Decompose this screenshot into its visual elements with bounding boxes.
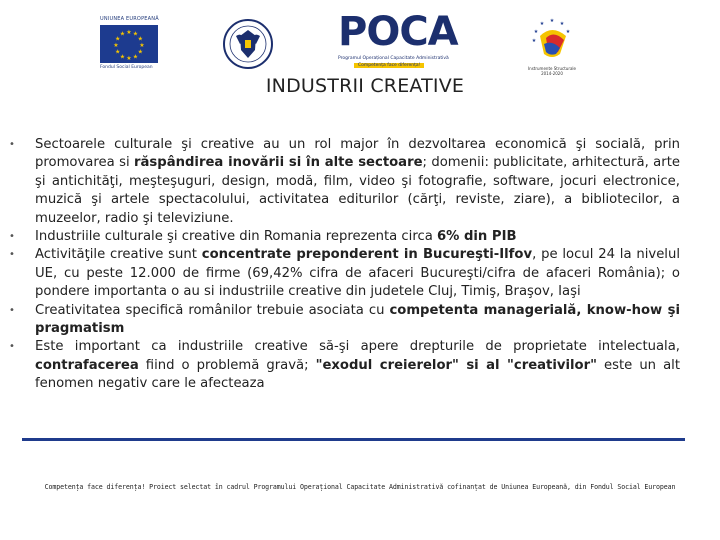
bullet-item	[9, 136, 680, 228]
svg-text:★: ★	[531, 38, 537, 44]
svg-text:★: ★	[533, 29, 539, 35]
bullet-text: fiind o problemă gravă;	[138, 357, 316, 373]
page-title: INDUSTRII CREATIVE	[265, 75, 465, 97]
bullet-item	[9, 302, 680, 339]
svg-text:★: ★	[132, 30, 139, 38]
bullet-list	[9, 136, 680, 394]
bullet-icon: •	[9, 341, 15, 353]
logo-bar	[0, 10, 720, 80]
bullet-text: , pe locul 24 la nivelul UE, cu peste 12.000 de firme (69,42% cifra de afaceri Bucureşti/cifra de afaceri România); o pondere importanta o au si industriile creative din judetele Cluj, Timiş, Braşov, Iaşi	[35, 247, 680, 300]
poca-logo-word: POCA	[338, 9, 458, 55]
bullet-text: Este important ca industriile creative să-şi apere drepturile de proprietate intelectuala,	[35, 339, 680, 355]
bullet-item	[9, 228, 680, 246]
bullet-item	[9, 338, 680, 393]
svg-text:★: ★	[565, 29, 571, 35]
svg-text:★: ★	[132, 53, 139, 61]
bullet-text: Sectoarele culturale şi creative au un rol major în dezvoltarea economică şi socială, prin promovarea si	[35, 137, 680, 171]
bullet-text: este un alt fenomen negativ care le afecteaza	[35, 357, 680, 392]
structural-funds-line2: 2014-2020	[541, 71, 563, 76]
bullet-text-bold: contrafacerea	[35, 357, 139, 373]
poca-logo-slogan: Competența face diferența!	[354, 63, 424, 68]
bullet-text: ; domenii: publicitate, arhitectură, arte şi antichităţi, meşteşuguri, design, modă, film, video şi fotografie, software, jocuri electronice, muzică şi artele spectacolului, activitatea editurilor (cărţi, reviste, ziare), a bibliotecilor, a muzeelor, radio şi televiziune.	[35, 155, 680, 226]
structural-funds-icon	[520, 14, 584, 66]
poca-logo	[336, 9, 464, 74]
svg-text:★: ★	[115, 48, 121, 56]
bullet-icon: •	[9, 304, 15, 316]
svg-text:★: ★	[126, 55, 132, 62]
svg-text:★: ★	[119, 30, 126, 38]
bullet-text-bold: "exodul creierelor" si al "creativilor"	[315, 357, 597, 373]
bullet-icon: •	[9, 139, 15, 150]
bullet-text-bold: răspândirea inovării si în alte sectoare	[134, 155, 423, 171]
structural-funds-logo	[520, 14, 584, 78]
bullet-icon: •	[9, 231, 15, 243]
svg-text:★: ★	[115, 35, 121, 43]
svg-text:★: ★	[137, 48, 143, 56]
bullet-text-bold: concentrate preponderent in Bucureşti-Ilfov	[201, 247, 533, 263]
svg-text:★: ★	[137, 35, 143, 43]
svg-text:★: ★	[559, 21, 565, 27]
footer-text: Competența face diferența! Proiect selectat în cadrul Programului Operațional Capacitate Administrativă cofinanțat de Uniunea Europeană, din Fondul Social European	[44, 483, 676, 491]
government-crest-logo	[222, 14, 274, 74]
svg-text:★: ★	[126, 29, 132, 36]
divider-rule	[22, 438, 685, 441]
svg-text:★: ★	[113, 42, 119, 49]
bullet-text: Activităţile creative sunt	[35, 247, 202, 263]
bullet-icon: •	[9, 249, 15, 261]
poca-logo-tagline: Programul Operațional Capacitate Administrativă	[338, 56, 449, 61]
svg-text:★: ★	[549, 18, 555, 24]
bullet-text: Creativitatea specifică românilor trebuie asociata cu	[35, 302, 390, 318]
eu-logo-caption: UNIUNEA EUROPEANĂ	[100, 16, 159, 22]
bullet-text: Industriile culturale şi creative din Romania reprezenta circa	[35, 229, 437, 245]
eu-logo-sub: Fondul Social European	[100, 65, 153, 70]
svg-text:★: ★	[139, 42, 145, 49]
bullet-text-bold: 6% din PIB	[436, 229, 517, 245]
bullet-item	[9, 246, 680, 301]
bullet-text-bold: competenta managerială, know-how şi pragmatism	[35, 302, 680, 337]
eu-logo	[98, 16, 162, 74]
eu-flag-icon	[100, 25, 158, 63]
structural-funds-line1: Instrumente Structurale	[528, 66, 576, 71]
svg-text:★: ★	[119, 53, 126, 61]
svg-text:★: ★	[539, 21, 545, 27]
